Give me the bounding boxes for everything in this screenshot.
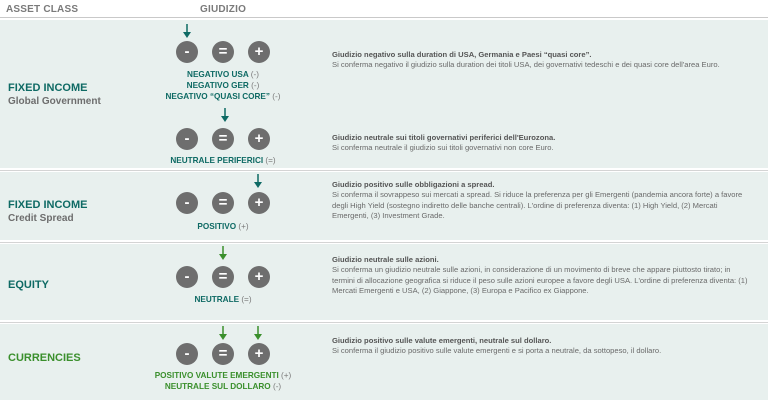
arrow-down-icon [182, 24, 192, 38]
asset-class-title: FIXED INCOME [8, 82, 88, 94]
caption-currencies [138, 370, 308, 392]
row-label-fixed-income-gov [8, 82, 101, 107]
caption-suffix: (-) [250, 70, 259, 79]
arrow-down-icon [218, 246, 228, 260]
equal-button: = [212, 192, 234, 214]
description-text: Si conferma un giudizio neutrale sulle azioni, in considerazione di un movimento di breve che appare piuttosto tirato; in termini di allocazione geografica si riduce il peso sulle azioni europee a favore degli USA. L'ordine di preferenza diventa: (1) Mercati Emergenti e USA, (2) Giappone, (3) Europa e Pacifico ex Giappone. [332, 265, 748, 296]
asset-class-title: CURRENCIES [8, 352, 81, 364]
description-text: Si conferma negativo il giudizio sulla duration dei titoli USA, dei governativi tedeschi e dei quasi core dell'area Euro. [332, 60, 720, 70]
description-heading: Giudizio neutrale sui titoli governativi periferici dell'Eurozona. [332, 133, 556, 142]
row-divider [0, 242, 768, 243]
rating-scale-credit [176, 192, 271, 214]
caption-suffix: (+) [238, 222, 249, 231]
minus-button: - [176, 192, 198, 214]
asset-class-subtitle: Global Government [8, 96, 101, 107]
description-gov [332, 50, 752, 71]
caption-text: POSITIVO [197, 222, 237, 231]
caption-gov [148, 69, 298, 102]
giudizio-header: GIUDIZIO [200, 4, 247, 15]
asset-class-title: EQUITY [8, 279, 49, 291]
plus-button: + [248, 343, 270, 365]
description-heading: Giudizio positivo sulle obbligazioni a spread. [332, 180, 495, 189]
row-label-currencies [8, 352, 81, 364]
description-credit [332, 180, 752, 222]
asset-class-header: ASSET CLASS [6, 4, 79, 15]
caption-periferici [148, 155, 298, 166]
rating-scale-currencies [176, 343, 271, 365]
rating-scale-periferici [176, 128, 271, 150]
minus-button: - [176, 128, 198, 150]
caption-text: NEGATIVO “QUASI CORE” [165, 92, 270, 101]
caption-suffix: (+) [281, 371, 292, 380]
description-text: Si conferma il sovrappeso sui mercati a spread. Si riduce la preferenza per gli Emergenti (pandemia ancora forte) a favore degli High Yield (sostegno indiretto delle banche centrali). L'ordine di preferenza diventa: (1) High Yield, (2) Mercati Emergenti, (3) Investment Grade. [332, 190, 743, 221]
description-heading: Giudizio positivo sulle valute emergenti, neutrale sul dollaro. [332, 336, 552, 345]
asset-class-title: FIXED INCOME [8, 199, 88, 211]
description-periferici [332, 133, 752, 154]
caption-equity [148, 294, 298, 305]
row-label-equity [8, 279, 49, 291]
caption-text: NEUTRALE [194, 295, 240, 304]
description-text: Si conferma il giudizio positivo sulle valute emergenti e si porta a neutrale, da sottopeso, il dollaro. [332, 346, 662, 356]
caption-suffix: (=) [265, 156, 276, 165]
description-equity [332, 255, 752, 297]
equal-button: = [212, 41, 234, 63]
caption-suffix: (-) [272, 92, 281, 101]
description-text: Si conferma neutrale il giudizio sui titoli governativi non core Euro. [332, 143, 554, 153]
minus-button: - [176, 41, 198, 63]
row-divider [0, 322, 768, 323]
equal-button: = [212, 343, 234, 365]
caption-suffix: (-) [251, 81, 260, 90]
arrow-down-icon [253, 326, 263, 340]
row-label-fixed-income-credit [8, 199, 87, 224]
equal-button: = [212, 128, 234, 150]
caption-suffix: (-) [272, 382, 282, 391]
caption-text: NEGATIVO USA [187, 70, 249, 79]
caption-credit [148, 221, 298, 232]
description-heading: Giudizio neutrale sulle azioni. [332, 255, 439, 264]
caption-text: NEUTRALE PERIFERICI [170, 156, 264, 165]
caption-text: NEUTRALE SUL DOLLARO [164, 382, 271, 391]
minus-button: - [176, 266, 198, 288]
asset-class-subtitle: Credit Spread [8, 213, 74, 224]
caption-text: NEGATIVO GER [186, 81, 249, 90]
arrow-down-icon [220, 108, 230, 122]
caption-suffix: (=) [241, 295, 252, 304]
caption-text: POSITIVO VALUTE EMERGENTI [154, 371, 279, 380]
plus-button: + [248, 128, 270, 150]
arrow-down-icon [218, 326, 228, 340]
equal-button: = [212, 266, 234, 288]
arrow-down-icon [253, 174, 263, 188]
rating-scale-equity [176, 266, 271, 288]
description-heading: Giudizio negativo sulla duration di USA, Germania e Paesi “quasi core”. [332, 50, 592, 59]
plus-button: + [248, 192, 270, 214]
table-header [0, 0, 768, 18]
description-currencies [332, 336, 752, 357]
rating-scale-gov [176, 41, 271, 63]
plus-button: + [248, 266, 270, 288]
plus-button: + [248, 41, 270, 63]
minus-button: - [176, 343, 198, 365]
row-divider [0, 170, 768, 171]
